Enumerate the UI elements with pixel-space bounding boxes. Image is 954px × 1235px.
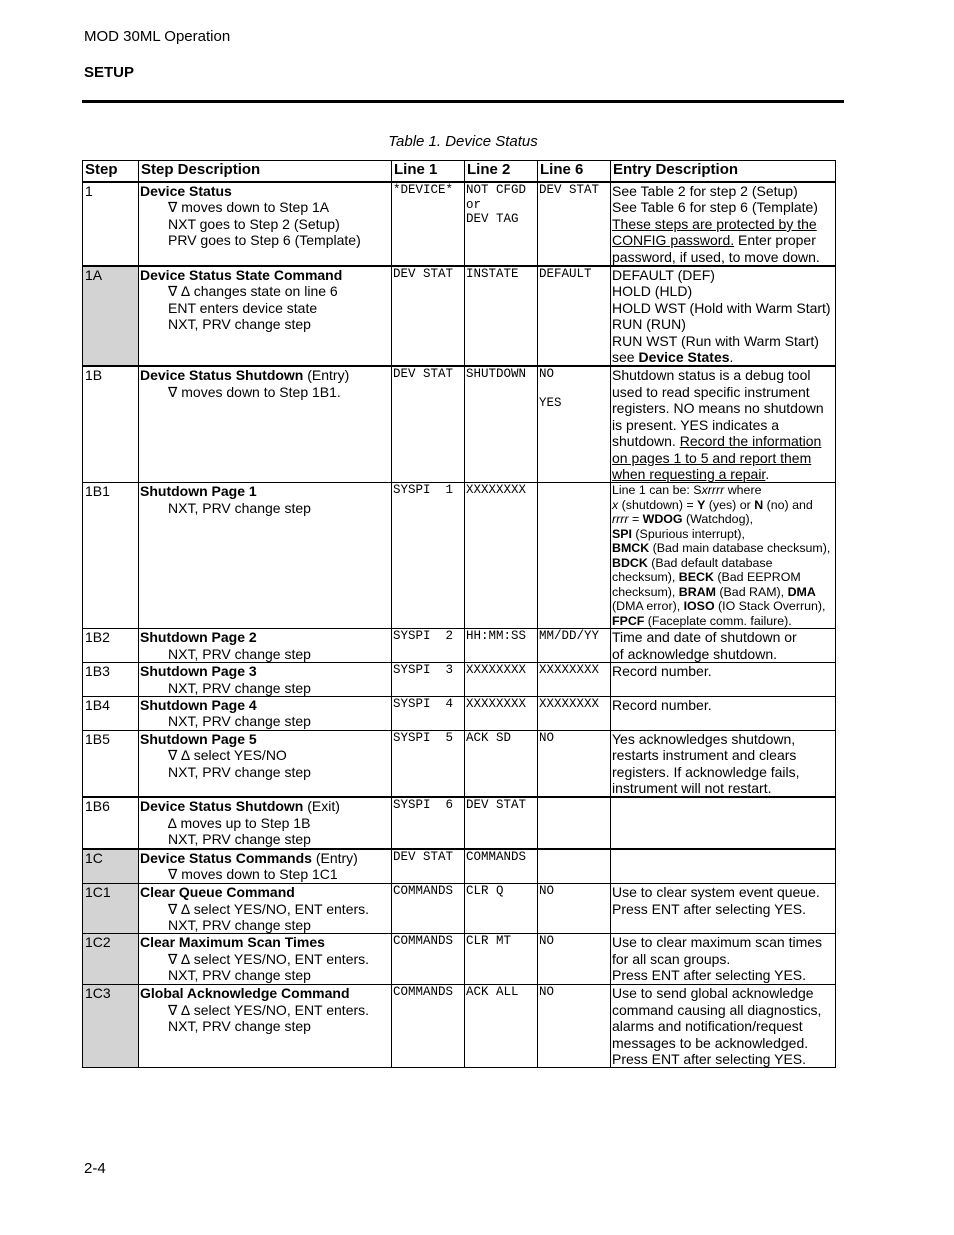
line6-cell: DEV STAT bbox=[538, 182, 611, 266]
entry-text: Line 1 can be: S bbox=[612, 483, 702, 498]
state-option: RUN (RUN) bbox=[612, 316, 686, 333]
table-row bbox=[83, 663, 836, 697]
step-title: Clear Maximum Scan Times bbox=[140, 934, 325, 951]
line6-cell: DEFAULT bbox=[538, 266, 611, 366]
entry-text: Shutdown status is a debug tool used to read specific instrument registers. NO means no shutdown is present. YES indicates a shutdown. bbox=[612, 367, 824, 450]
step-description-cell bbox=[139, 985, 392, 1068]
line6-cell: NO bbox=[538, 985, 611, 1068]
table-row bbox=[83, 730, 836, 797]
entry-text: (Faceplate comm. failure). bbox=[644, 613, 792, 628]
code-beck: BECK bbox=[678, 570, 714, 585]
step-title: Device Status bbox=[140, 183, 232, 199]
desc-line: NXT, PRV change step bbox=[168, 679, 311, 696]
step-cell: 1 bbox=[83, 182, 139, 266]
step-cell: 1B bbox=[83, 366, 139, 482]
line1-cell: SYSPI 2 bbox=[392, 629, 465, 663]
step-title: Shutdown Page 2 bbox=[140, 629, 257, 646]
entry-text: . bbox=[729, 349, 734, 366]
entry-italic: x bbox=[612, 497, 619, 512]
table-row bbox=[83, 266, 836, 366]
line2-cell: HH:MM:SS bbox=[465, 629, 538, 663]
entry-text: (no) and bbox=[763, 497, 813, 512]
table-row bbox=[83, 797, 836, 848]
step-cell: 1B1 bbox=[83, 483, 139, 629]
table-row bbox=[83, 934, 836, 985]
state-option: HOLD WST (Hold with Warm Start) bbox=[612, 299, 831, 316]
entry-text: . bbox=[765, 465, 770, 482]
entry-line: See Table 2 for step 2 (Setup) bbox=[612, 183, 798, 199]
line2-cell: ACK ALL bbox=[465, 985, 538, 1068]
entry-text: (shutdown) = bbox=[618, 497, 698, 512]
desc-line: ∇ moves down to Step 1B1. bbox=[168, 383, 341, 400]
step-description-cell bbox=[139, 182, 392, 266]
step-description-cell bbox=[139, 934, 392, 985]
entry-line: of acknowledge shutdown. bbox=[612, 645, 777, 662]
step-description-cell bbox=[139, 849, 392, 884]
line1-cell: DEV STAT bbox=[392, 266, 465, 366]
desc-line: NXT, PRV change step bbox=[168, 967, 311, 984]
table-row bbox=[83, 849, 836, 884]
line6-option: YES bbox=[539, 395, 562, 410]
line1-cell: COMMANDS bbox=[392, 985, 465, 1068]
line2-cell: CLR MT bbox=[465, 934, 538, 985]
device-states-ref: Device States bbox=[638, 349, 730, 366]
entry-italic: xrrrr bbox=[701, 483, 725, 498]
step-description-cell bbox=[139, 797, 392, 848]
col-header-line1: Line 1 bbox=[392, 161, 465, 183]
table-row bbox=[83, 629, 836, 663]
step-title: Device Status Commands bbox=[140, 849, 312, 866]
step-title: Device Status State Command bbox=[140, 267, 343, 284]
entry-italic: rrrr bbox=[612, 512, 629, 527]
desc-line: NXT, PRV change step bbox=[168, 499, 311, 516]
entry-description-cell: Record number. bbox=[611, 663, 836, 697]
step-cell: 1B4 bbox=[83, 696, 139, 730]
line6-cell: XXXXXXXX bbox=[538, 696, 611, 730]
entry-line: Press ENT after selecting YES. bbox=[612, 900, 807, 917]
entry-text: (Spurious interrupt), bbox=[631, 526, 745, 541]
code-bdck: BDCK bbox=[612, 555, 648, 570]
step-title: Clear Queue Command bbox=[140, 884, 295, 901]
line1-cell: COMMANDS bbox=[392, 934, 465, 985]
desc-line: ∆ moves up to Step 1B bbox=[168, 814, 311, 831]
line6-cell: NO bbox=[538, 934, 611, 985]
entry-text: where bbox=[724, 483, 762, 498]
step-cell: 1C1 bbox=[83, 884, 139, 934]
entry-description-cell bbox=[611, 483, 836, 629]
line2-cell: XXXXXXXX bbox=[465, 696, 538, 730]
entry-text: see bbox=[612, 349, 639, 366]
desc-line: ENT enters device state bbox=[168, 299, 318, 316]
desc-line: ∇ ∆ select YES/NO, ENT enters. bbox=[168, 900, 370, 917]
line6-cell: XXXXXXXX bbox=[538, 663, 611, 697]
line2-cell: INSTATE bbox=[465, 266, 538, 366]
line2-cell: ACK SD bbox=[465, 730, 538, 797]
line2-cell bbox=[465, 182, 538, 266]
code-ioso: IOSO bbox=[683, 599, 715, 614]
section-heading: SETUP bbox=[84, 64, 135, 81]
line1-cell: DEV STAT bbox=[392, 366, 465, 482]
entry-line: See Table 6 for step 6 (Template) bbox=[612, 199, 818, 216]
step-cell: 1B2 bbox=[83, 629, 139, 663]
line1-cell: DEV STAT bbox=[392, 849, 465, 884]
table-row bbox=[83, 366, 836, 482]
entry-description-cell bbox=[611, 884, 836, 934]
table-row bbox=[83, 985, 836, 1068]
entry-description-cell bbox=[611, 934, 836, 985]
table-row bbox=[83, 696, 836, 730]
code-dma: DMA bbox=[787, 584, 816, 599]
step-description-cell bbox=[139, 266, 392, 366]
col-header-step-description: Step Description bbox=[139, 161, 392, 183]
entry-text: (IO Stack Overrun), bbox=[714, 599, 826, 614]
step-title-suffix: (Exit) bbox=[303, 798, 340, 815]
step-title-suffix: (Entry) bbox=[311, 849, 358, 866]
entry-line: Time and date of shutdown or bbox=[612, 629, 797, 646]
entry-text: Enter proper password, if used, to move down. bbox=[612, 232, 820, 265]
line1-cell: SYSPI 1 bbox=[392, 483, 465, 629]
code-wdog: WDOG bbox=[642, 512, 683, 527]
step-description-cell bbox=[139, 730, 392, 797]
entry-text: (yes) or bbox=[705, 497, 755, 512]
desc-line: ∇ moves down to Step 1A bbox=[168, 199, 330, 216]
desc-line: NXT, PRV change step bbox=[168, 763, 311, 780]
line1-cell: SYSPI 4 bbox=[392, 696, 465, 730]
step-cell: 1B5 bbox=[83, 730, 139, 797]
entry-description-cell: Yes acknowledges shutdown, restarts instrument and clears registers. If acknowledge fails, instrument will not restart. bbox=[611, 730, 836, 797]
code-spi: SPI bbox=[612, 526, 632, 541]
entry-description-cell bbox=[611, 797, 836, 848]
entry-description-cell bbox=[611, 849, 836, 884]
state-option: DEFAULT (DEF) bbox=[612, 267, 715, 284]
table-row bbox=[83, 483, 836, 629]
table-header-row bbox=[83, 161, 836, 183]
step-description-cell bbox=[139, 483, 392, 629]
line1-cell: SYSPI 6 bbox=[392, 797, 465, 848]
step-title-suffix: (Entry) bbox=[303, 367, 350, 384]
line6-cell bbox=[538, 366, 611, 482]
entry-description-cell: Record number. bbox=[611, 696, 836, 730]
desc-line: NXT, PRV change step bbox=[168, 1018, 311, 1035]
line2-cell: CLR Q bbox=[465, 884, 538, 934]
line2-cell: SHUTDOWN bbox=[465, 366, 538, 482]
desc-line: ∇ ∆ select YES/NO, ENT enters. bbox=[168, 950, 370, 967]
state-option: HOLD (HLD) bbox=[612, 283, 693, 300]
document-title: MOD 30ML Operation bbox=[84, 28, 231, 45]
step-description-cell bbox=[139, 884, 392, 934]
repair-note: Record the information on pages 1 to 5 and report them when requesting a repair bbox=[612, 433, 822, 482]
desc-line: ∇ ∆ changes state on line 6 bbox=[168, 283, 338, 300]
code-no: N bbox=[754, 497, 764, 512]
desc-line: ∇ ∆ select YES/NO, ENT enters. bbox=[168, 1001, 370, 1018]
step-description-cell bbox=[139, 663, 392, 697]
line2-cell: XXXXXXXX bbox=[465, 483, 538, 629]
table-caption: Table 1. Device Status bbox=[388, 133, 538, 150]
step-title: Shutdown Page 5 bbox=[140, 730, 257, 747]
entry-line: Press ENT after selecting YES. bbox=[612, 967, 807, 984]
entry-text: (Bad EEPROM checksum), bbox=[612, 570, 801, 599]
desc-line: PRV goes to Step 6 (Template) bbox=[168, 232, 361, 249]
line2-option: NOT CFGD bbox=[466, 183, 527, 197]
line1-cell: COMMANDS bbox=[392, 884, 465, 934]
step-cell: 1B3 bbox=[83, 663, 139, 697]
config-password-note: These steps are protected by the CONFIG password. bbox=[612, 215, 817, 249]
line2-cell: XXXXXXXX bbox=[465, 663, 538, 697]
step-cell: 1C bbox=[83, 849, 139, 884]
step-description-cell bbox=[139, 629, 392, 663]
desc-line: NXT, PRV change step bbox=[168, 916, 311, 933]
entry-text: (Watchdog), bbox=[682, 512, 754, 527]
col-header-line6: Line 6 bbox=[538, 161, 611, 183]
table-row bbox=[83, 884, 836, 934]
entry-text: (Bad main database checksum), bbox=[649, 541, 831, 556]
col-header-line2: Line 2 bbox=[465, 161, 538, 183]
step-description-cell bbox=[139, 696, 392, 730]
line6-cell: NO bbox=[538, 884, 611, 934]
line6-cell bbox=[538, 849, 611, 884]
step-title: Shutdown Page 4 bbox=[140, 696, 257, 713]
col-header-step: Step bbox=[83, 161, 139, 183]
line6-cell bbox=[538, 797, 611, 848]
desc-line: NXT goes to Step 2 (Setup) bbox=[168, 215, 340, 232]
step-description-cell bbox=[139, 366, 392, 482]
code-bram: BRAM bbox=[678, 584, 716, 599]
step-cell: 1C2 bbox=[83, 934, 139, 985]
code-bmck: BMCK bbox=[612, 541, 650, 556]
step-title: Device Status Shutdown bbox=[140, 798, 304, 815]
step-title: Device Status Shutdown bbox=[140, 367, 304, 384]
desc-line: NXT, PRV change step bbox=[168, 831, 311, 848]
entry-text: (Bad default database checksum), bbox=[612, 555, 773, 585]
step-cell: 1A bbox=[83, 266, 139, 366]
desc-line: NXT, PRV change step bbox=[168, 316, 311, 333]
desc-line: NXT, PRV change step bbox=[168, 645, 311, 662]
code-fpcf: FPCF bbox=[612, 613, 645, 628]
entry-line: Use to clear system event queue. bbox=[612, 884, 820, 901]
line6-cell: MM/DD/YY bbox=[538, 629, 611, 663]
table-row bbox=[83, 182, 836, 266]
entry-text: = bbox=[628, 512, 643, 527]
line6-cell: NO bbox=[538, 730, 611, 797]
line2-option: DEV TAG bbox=[466, 212, 519, 226]
entry-description-cell bbox=[611, 366, 836, 482]
col-header-entry-description: Entry Description bbox=[611, 161, 836, 183]
entry-text: (Bad RAM), bbox=[715, 584, 788, 599]
entry-description-cell bbox=[611, 266, 836, 366]
entry-description-cell bbox=[611, 182, 836, 266]
step-cell: 1B6 bbox=[83, 797, 139, 848]
line2-cell: DEV STAT bbox=[465, 797, 538, 848]
line1-cell: SYSPI 3 bbox=[392, 663, 465, 697]
line6-cell bbox=[538, 483, 611, 629]
desc-line: ∇ moves down to Step 1C1 bbox=[168, 866, 338, 882]
line1-cell: *DEVICE* bbox=[392, 182, 465, 266]
code-yes: Y bbox=[697, 497, 706, 512]
entry-description-cell: Use to send global acknowledge command causing all diagnostics, alarms and notification/request messages to be acknowledged. Press ENT after selecting YES. bbox=[611, 985, 836, 1068]
entry-line: Use to clear maximum scan times bbox=[612, 934, 823, 951]
step-title: Shutdown Page 3 bbox=[140, 663, 257, 680]
line2-cell: COMMANDS bbox=[465, 849, 538, 884]
entry-description-cell bbox=[611, 629, 836, 663]
desc-line: ∇ ∆ select YES/NO bbox=[168, 747, 287, 764]
header-divider bbox=[82, 100, 844, 103]
entry-line: for all scan groups. bbox=[612, 950, 731, 967]
line2-or: or bbox=[466, 197, 482, 212]
step-title: Shutdown Page 1 bbox=[140, 483, 257, 500]
page-number: 2-4 bbox=[84, 1160, 106, 1177]
step-title: Global Acknowledge Command bbox=[140, 985, 350, 1002]
step-cell: 1C3 bbox=[83, 985, 139, 1068]
device-status-table bbox=[82, 160, 836, 1068]
entry-text: (DMA error), bbox=[612, 599, 684, 614]
line1-cell: SYSPI 5 bbox=[392, 730, 465, 797]
line6-option: NO bbox=[539, 367, 555, 382]
desc-line: NXT, PRV change step bbox=[168, 713, 311, 730]
state-option: RUN WST (Run with Warm Start) bbox=[612, 332, 819, 349]
